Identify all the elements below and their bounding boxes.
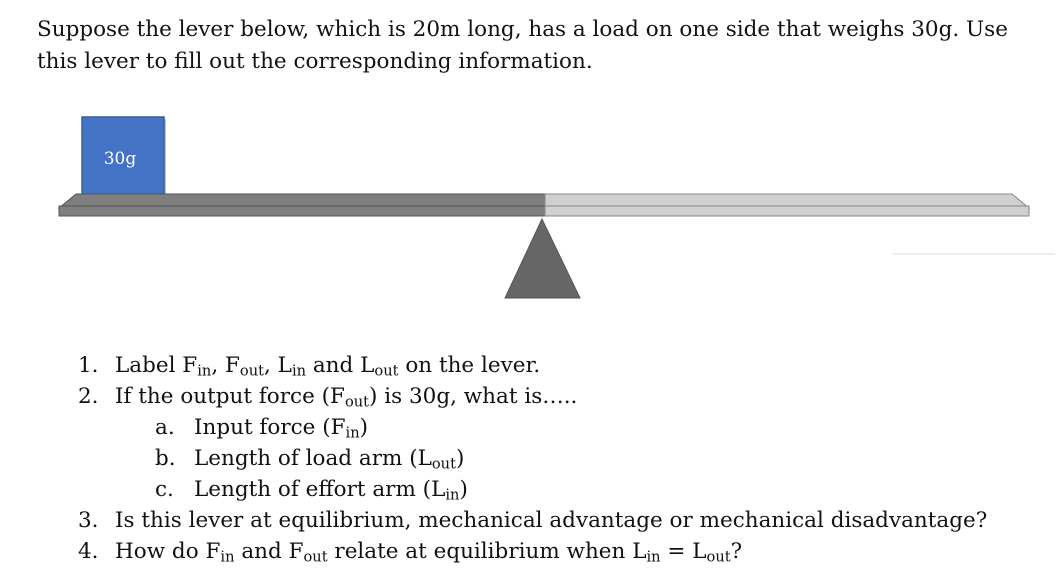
question-letter: b. (155, 446, 176, 471)
intro-paragraph: Suppose the lever below, which is 20m long, has a load on one side that weighs 30g. Use this lever to fill out the corresponding information. (37, 17, 1008, 74)
question-number: 2. (78, 384, 99, 409)
question-text: Length of load arm $(L_{out})$ (194, 446, 465, 473)
question-text: Input force $(F_{in})$ (194, 415, 368, 442)
question-letter: c. (155, 477, 174, 502)
question-text: Label $F_{in}$, $F_{out}$, $L_{in}$ and $L_{out}$ on the lever. (115, 353, 541, 380)
question-text: How do $F_{in}$ and $F_{out}$ relate at equilibrium when $L_{in} = L_{out}$? (115, 539, 743, 566)
question-text: Length of effort arm $(L_{in})$ (194, 477, 468, 504)
load-weight-label: 30g (103, 149, 137, 169)
lever-left-arm (59, 206, 545, 216)
question-letter: a. (155, 415, 175, 440)
question-number: 4. (78, 539, 99, 564)
question-number: 1. (78, 353, 99, 378)
question-text: If the output force $(F_{out})$ is 30g, what is….. (115, 384, 578, 411)
question-text: Is this lever at equilibrium, mechanical advantage or mechanical disadvantage? (115, 508, 988, 533)
fulcrum (505, 219, 580, 298)
lever-right-arm (545, 206, 1029, 216)
question-number: 3. (78, 508, 99, 533)
